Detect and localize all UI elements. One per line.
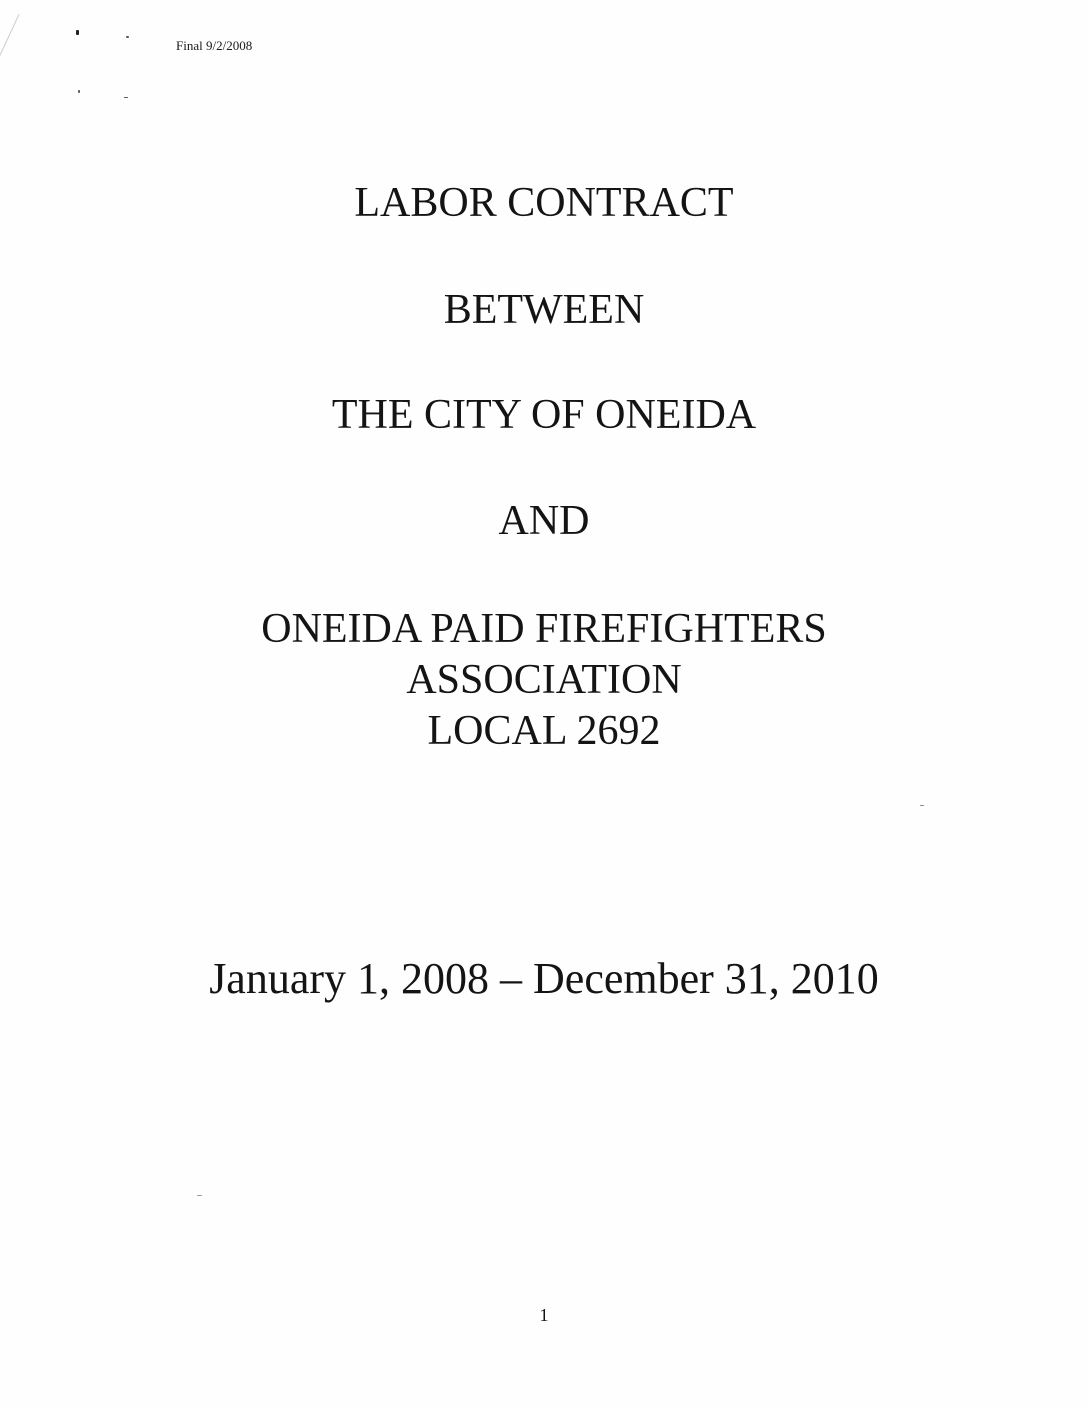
title-association: ASSOCIATION xyxy=(406,657,682,703)
title-city: THE CITY OF ONEIDA xyxy=(331,392,757,438)
title-between: BETWEEN xyxy=(443,287,645,333)
scan-speck xyxy=(78,90,80,93)
contract-term: January 1, 2008 – December 31, 2010 xyxy=(209,954,879,1003)
scan-mark xyxy=(0,14,20,60)
scan-speck xyxy=(124,97,128,98)
draft-date-note: Final 9/2/2008 xyxy=(176,38,253,53)
scan-speck xyxy=(197,1195,202,1196)
title-local: LOCAL 2692 xyxy=(427,708,661,754)
scan-speck xyxy=(126,36,129,38)
scan-speck xyxy=(76,30,79,35)
title-association-name: ONEIDA PAID FIREFIGHTERS xyxy=(261,606,827,652)
title-and: AND xyxy=(498,498,590,544)
scan-speck xyxy=(920,805,924,806)
page-number: 1 xyxy=(539,1305,549,1325)
title-labor-contract: LABOR CONTRACT xyxy=(354,180,734,226)
